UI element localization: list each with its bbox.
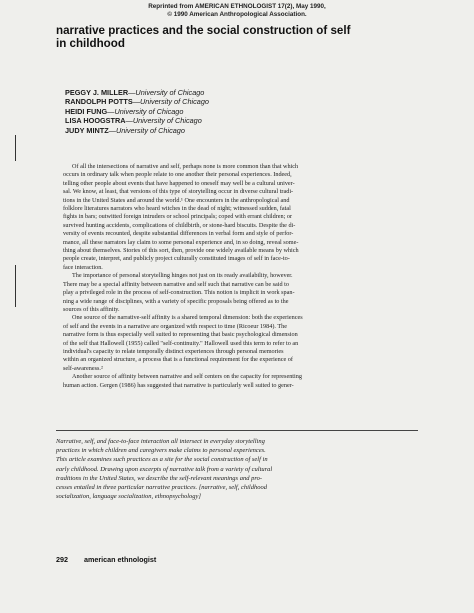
article-title: [56, 24, 436, 50]
body-line: The importance of personal storytelling hinges not just on its ready availability, however.: [72, 272, 293, 280]
body-line: There may be a special affinity between narrative and self such that narrative can be said to: [63, 280, 289, 288]
author-entry: HEIDI FUNG—University of Chicago: [65, 106, 184, 116]
author-entry: RANDOLPH POTTS—University of Chicago: [65, 97, 209, 107]
author-affiliation: University of Chicago: [115, 125, 185, 135]
body-paragraph: [63, 314, 413, 373]
article-title-line-2: in childhood: [56, 37, 125, 50]
body-line: self-awareness.²: [63, 364, 103, 372]
body-line: telling other people about events that have happened to oneself may well be a cultural univer-: [63, 179, 295, 187]
body-line: narrative form is thus especially well suited to representing that basic psychological dimension: [63, 331, 298, 339]
body-line: within an organized structure, a process that is a functional requirement for the experience of: [63, 356, 293, 364]
abstract-line: This article examines such practices as a site for the social construction of self in: [56, 456, 268, 464]
author-name: RANDOLPH POTTS: [65, 97, 133, 107]
body-line: versity of events recounted, despite substantial differences in verbal form and style of perfor-: [63, 230, 294, 238]
abstract-line: traditions in the United States, we describe the self-relevant meanings and pro-: [56, 474, 263, 482]
body-line: Another source of affinity between narrative and self centers on the capacity for representing: [72, 373, 302, 381]
author-affiliation: University of Chicago: [140, 97, 209, 107]
body-line: survived hunting accidents, complications of childbirth, or stone-hard biscuits. Despite the di-: [63, 221, 296, 229]
abstract-line: early childhood. Drawing upon excerpts of narrative talk from a variety of cultural: [56, 465, 273, 473]
body-line: thing about themselves. Stories of this sort, then, provide one widely available means by which: [63, 247, 299, 255]
body-line: One source of the narrative-self affinity is a shared temporal dimension: both the experiences: [72, 314, 303, 322]
journal-name: american ethnologist: [84, 555, 157, 564]
body-line: individual's capacity to relate temporally distinct experiences through personal memories: [63, 347, 284, 355]
body-paragraph: [63, 373, 413, 390]
abstract-line: socialization, language socialization, ethnopsychology]: [56, 493, 201, 501]
body-line: of the self that Hallowell (1955) called "self-continuity." Hallowell used this term to refer to an: [63, 339, 299, 347]
body-line: people create, interpret, and publicly project culturally constituted images of self in face-to-: [63, 255, 290, 263]
body-paragraph: [63, 163, 413, 272]
body-line: ning a wide range of disciplines, with a variety of specific proposals being offered as to the: [63, 297, 289, 305]
body-line: Of all the intersections of narrative and self, perhaps none is more common than that which: [72, 163, 299, 170]
body-line: occurs in ordinary talk when people relate to one another their personal experiences. Indeed,: [63, 171, 292, 179]
body-line: of self and the events in a narrative are organized with respect to time (Ricoeur 1984). The: [63, 322, 287, 330]
author-name: HEIDI FUNG: [65, 106, 108, 116]
page-footer: [56, 555, 356, 564]
abstract-line: cesses entailed in three particular narrative practices. [narrative, self, childhood: [56, 484, 267, 492]
body-line: tions in the United States and around the world.¹ One encounters in the anthropological and: [63, 196, 290, 204]
author-affiliation: University of Chicago: [114, 106, 184, 116]
author-entry: LISA HOOGSTRA—University of Chicago: [65, 116, 202, 126]
author-name: LISA HOOGSTRA: [65, 116, 126, 126]
body-line: folklore literatures narrators who heard witches in the dead of night; witnessed sudden, fatal: [63, 205, 291, 213]
reprint-notice-line-1: Reprinted from AMERICAN ETHNOLOGIST 17(2), May 1990,: [148, 3, 326, 10]
abstract-line: Narrative, self, and face-to-face interaction all intersect in everyday storytelling: [56, 438, 265, 445]
author-name: JUDY MINTZ: [65, 125, 109, 135]
author-list: [65, 88, 365, 135]
abstract-line: practices in which children and caregivers make claims to personal experiences.: [56, 447, 266, 455]
author-name: PEGGY J. MILLER: [65, 88, 129, 97]
article-title-line-1: narrative practices and the social construction of self: [56, 24, 351, 37]
margin-scan-mark: [15, 265, 16, 307]
body-line: mance, all these narrators lay claim to some personal experience and, in so doing, reveal some-: [63, 238, 299, 246]
author-entry: PEGGY J. MILLER—University of Chicago: [65, 88, 205, 97]
body-line: sources of this affinity.: [63, 305, 120, 313]
body-line: sal. We know, at least, that versions of this type of storytelling occur in diverse cultural tradi-: [63, 188, 294, 196]
body-line: fights in bars; outwitted foreign intruders or school principals; coped with errant children; or: [63, 213, 293, 221]
body-line: face interaction.: [63, 263, 103, 271]
page-number: 292: [56, 555, 68, 564]
body-line: play a privileged role in the process of self-construction. This notion is implicit in work span-: [63, 289, 295, 297]
margin-scan-mark: [15, 135, 16, 161]
body-text: [63, 163, 413, 390]
reprint-notice-line-2: © 1990 American Anthropological Association.: [167, 11, 307, 18]
author-entry: JUDY MINTZ—University of Chicago: [65, 125, 185, 135]
author-affiliation: University of Chicago: [135, 88, 205, 97]
abstract: [56, 430, 418, 501]
body-line: human action. Gergen (1986) has suggested that narrative is particularly well suited to gener-: [63, 381, 294, 389]
author-affiliation: University of Chicago: [132, 116, 202, 126]
body-paragraph: [63, 272, 413, 314]
